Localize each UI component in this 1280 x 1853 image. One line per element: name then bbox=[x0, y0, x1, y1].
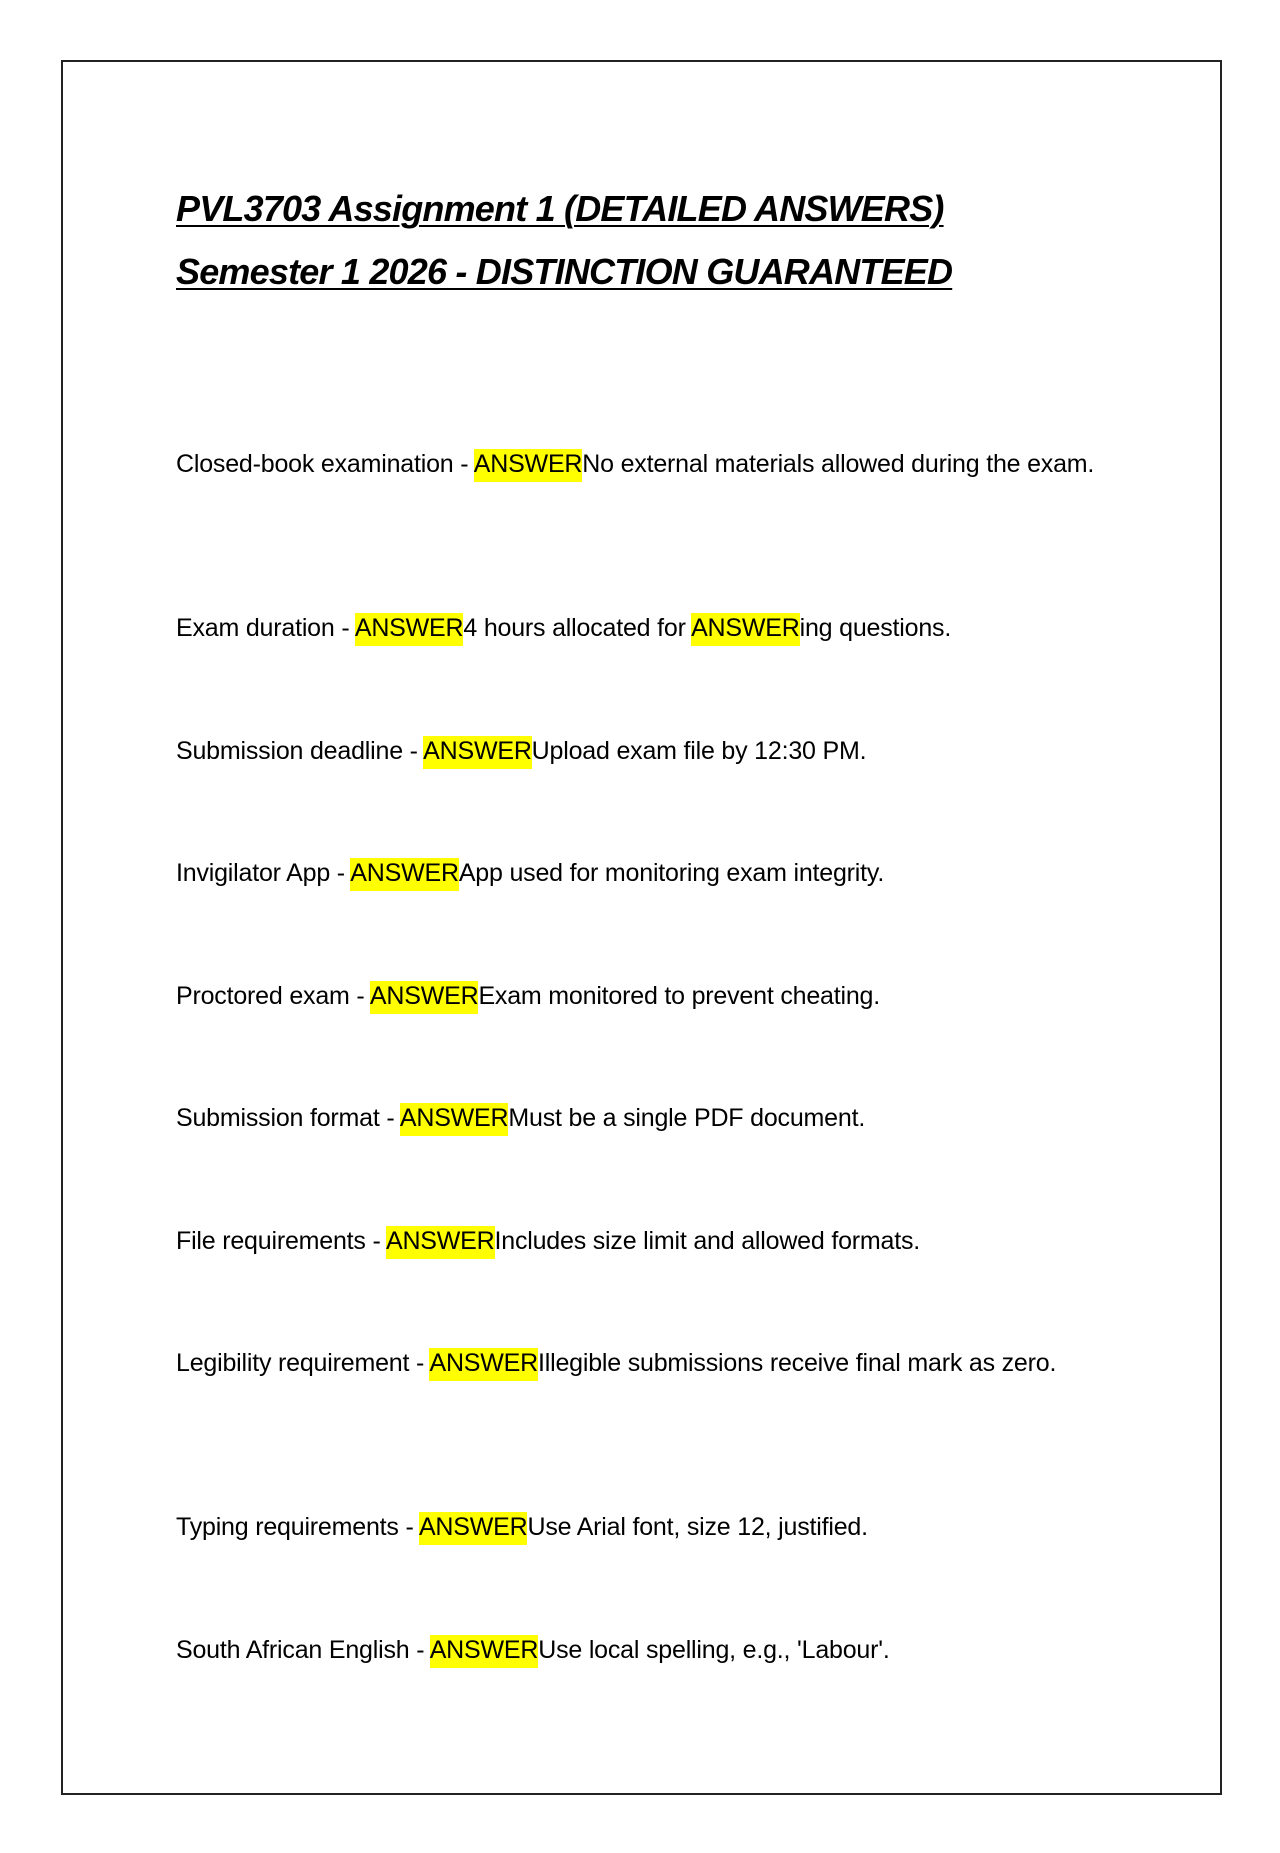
answer-highlight: ANSWER bbox=[474, 449, 583, 482]
answer-highlight: ANSWER bbox=[386, 1226, 495, 1259]
entry-term: Submission format - bbox=[176, 1104, 400, 1132]
answer-highlight: ANSWER bbox=[370, 981, 479, 1014]
entry-term: Proctored exam - bbox=[176, 982, 370, 1010]
entry-answer: Use Arial font, size 12, justified. bbox=[527, 1513, 868, 1541]
answer-highlight: ANSWER bbox=[355, 613, 464, 646]
entry-closed-book-examination bbox=[176, 443, 1116, 485]
entry-answer: App used for monitoring exam integrity. bbox=[458, 859, 885, 887]
document-title bbox=[176, 177, 1136, 303]
entry-answer: Exam monitored to prevent cheating. bbox=[478, 982, 880, 1010]
answer-highlight: ANSWER bbox=[430, 1635, 539, 1668]
answer-highlight: ANSWER bbox=[400, 1103, 509, 1136]
title-line-1: PVL3703 Assignment 1 (DETAILED ANSWERS) bbox=[176, 188, 944, 229]
entry-answer-continued: ing questions. bbox=[799, 614, 952, 642]
entry-typing-requirements bbox=[176, 1506, 1116, 1548]
title-line-2: Semester 1 2026 - DISTINCTION GUARANTEED bbox=[176, 251, 953, 292]
entry-submission-format bbox=[176, 1097, 1116, 1139]
entry-term: Legibility requirement - bbox=[176, 1349, 430, 1377]
entry-answer: Must be a single PDF document. bbox=[508, 1104, 866, 1132]
entry-answer: Illegible submissions receive final mark as zero. bbox=[538, 1349, 1057, 1377]
entry-file-requirements bbox=[176, 1220, 1116, 1262]
entry-term: Typing requirements - bbox=[176, 1513, 419, 1541]
entry-term: South African English - bbox=[176, 1636, 430, 1664]
entry-answer: 4 hours allocated for bbox=[463, 614, 692, 642]
entry-south-african-english bbox=[176, 1629, 1116, 1671]
entry-answer: Upload exam file by 12:30 PM. bbox=[531, 737, 867, 765]
answer-highlight-inline: ANSWER bbox=[691, 613, 800, 646]
entry-exam-duration bbox=[176, 607, 1116, 649]
answer-highlight: ANSWER bbox=[419, 1512, 528, 1545]
entry-term: Closed-book examination - bbox=[176, 450, 474, 478]
entry-term: Submission deadline - bbox=[176, 737, 424, 765]
entry-legibility-requirement bbox=[176, 1342, 1116, 1384]
entry-term: File requirements - bbox=[176, 1227, 386, 1255]
entry-answer: Use local spelling, e.g., 'Labour'. bbox=[538, 1636, 890, 1664]
entry-term: Invigilator App - bbox=[176, 859, 351, 887]
entry-invigilator-app bbox=[176, 852, 1116, 894]
entry-answer: Includes size limit and allowed formats. bbox=[494, 1227, 921, 1255]
answer-highlight: ANSWER bbox=[423, 736, 532, 769]
answer-highlight: ANSWER bbox=[350, 858, 459, 891]
entry-proctored-exam bbox=[176, 975, 1116, 1017]
answer-highlight: ANSWER bbox=[429, 1348, 538, 1381]
entry-answer: No external materials allowed during the exam. bbox=[582, 450, 1095, 478]
entry-term: Exam duration - bbox=[176, 614, 355, 642]
entry-submission-deadline bbox=[176, 730, 1116, 772]
